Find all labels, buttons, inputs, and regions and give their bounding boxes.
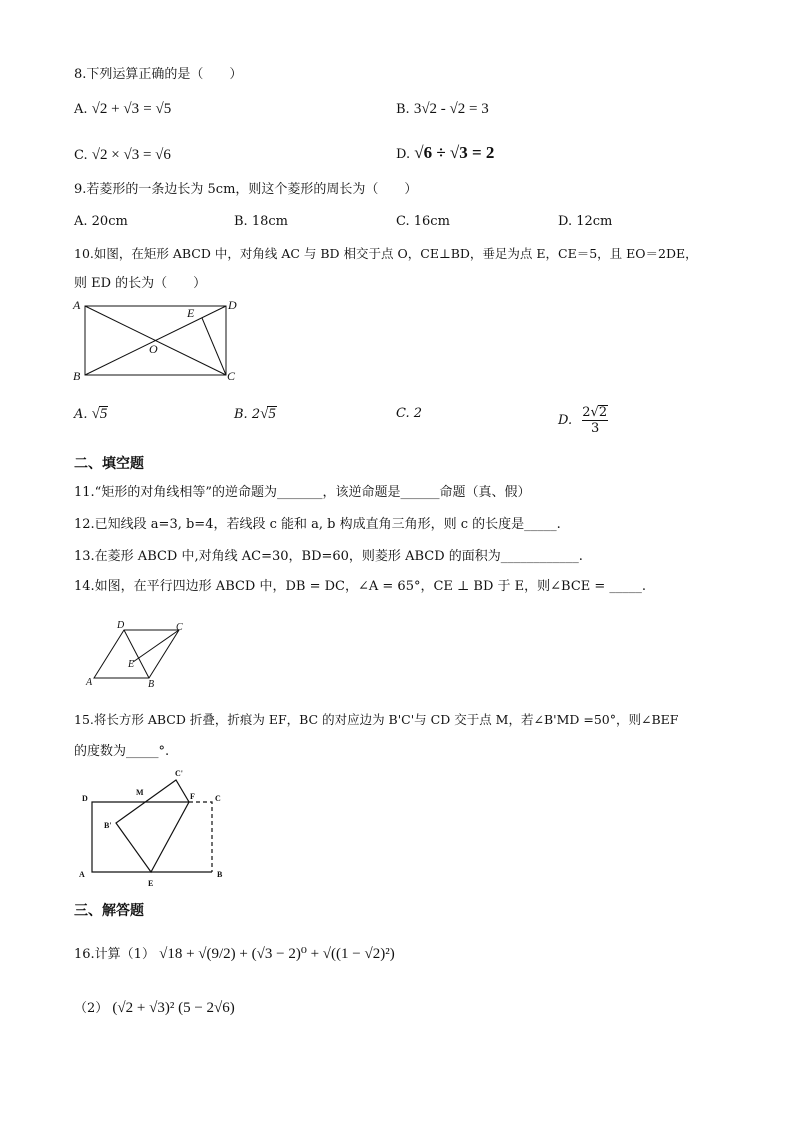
- rectangle-outline: [92, 802, 212, 872]
- q10-option-d-fraction: [582, 405, 608, 436]
- original-position-dashed: [189, 802, 212, 872]
- q10-option-a-label: A.: [74, 407, 88, 422]
- q8-option-c[interactable]: [74, 146, 171, 165]
- label-d: D: [117, 620, 125, 631]
- label-d: D: [228, 298, 237, 312]
- question-10-stem-line1: 10.如图，在矩形 ABCD 中，对角线 AC 与 BD 相交于点 O，CE⊥BD，垂足为点 E，CE＝5，且 EO＝2DE，: [74, 246, 698, 261]
- question-13: 13.在菱形 ABCD 中,对角线 AC=30，BD=60，则菱形 ABCD 的面积为____________.: [74, 549, 583, 564]
- question-12: 12.已知线段 a=3, b=4，若线段 c 能和 a, b 构成直角三角形，则 c 的长度是_____.: [74, 517, 561, 532]
- label-c: C: [176, 622, 183, 633]
- question-14-stem: 14.如图，在平行四边形 ABCD 中，DB = DC，∠A = 65°，CE ⊥ BD 于 E，则∠BCE = _____.: [74, 579, 647, 594]
- q10-option-d[interactable]: [558, 405, 608, 436]
- q8-option-d-expr: √6 ÷ √3 = 2: [414, 143, 495, 162]
- folded-part: [116, 780, 189, 872]
- q10-option-b-value: 5: [268, 406, 276, 422]
- question-15-stem-line2: 的度数为_____°.: [74, 744, 170, 759]
- question-8-stem: 8.下列运算正确的是（ ）: [74, 67, 243, 82]
- q10-option-d-label: D.: [558, 413, 573, 428]
- q10-option-b[interactable]: [234, 405, 277, 424]
- q10-rectangle-figure: [66, 296, 246, 386]
- label-c: C: [227, 369, 236, 383]
- fraction-numerator: [582, 405, 608, 421]
- sqrt-icon: √: [590, 405, 599, 420]
- q8-option-a-rhs: = √5: [143, 101, 172, 117]
- label-a: A: [79, 870, 85, 879]
- q10-option-b-label: B. 2: [234, 407, 261, 422]
- q9-option-c[interactable]: C. 16cm: [396, 214, 450, 229]
- q8-option-c-label: C.: [74, 148, 88, 163]
- q16-part1-label: 16.计算（1）: [74, 947, 155, 962]
- q9-option-a[interactable]: A. 20cm: [74, 214, 128, 229]
- sqrt-icon: √: [260, 406, 269, 422]
- q10-option-c[interactable]: C. 2: [396, 406, 423, 421]
- label-c: C: [215, 794, 221, 803]
- label-c-prime: C': [175, 769, 183, 778]
- q15-folded-rectangle-figure: [76, 765, 236, 890]
- q8-option-a-label: A.: [74, 102, 88, 117]
- q16-part2-label: （2）: [74, 1001, 109, 1016]
- q8-option-c-expr: √2 × √3 = √6: [91, 147, 171, 163]
- q8-option-b[interactable]: [396, 100, 489, 119]
- section-3-heading: 三、解答题: [74, 903, 144, 919]
- q9-option-d[interactable]: D. 12cm: [558, 214, 613, 229]
- q10-option-a[interactable]: [74, 405, 108, 424]
- label-a: A: [73, 298, 81, 312]
- q8-option-a[interactable]: [74, 100, 171, 119]
- question-15-stem-line1: 15.将长方形 ABCD 折叠，折痕为 EF，BC 的对应边为 B'C'与 CD 交于点 M，若∠B'MD =50°，则∠BEF: [74, 712, 679, 727]
- label-a: A: [86, 677, 93, 688]
- label-b-prime: B': [104, 821, 112, 830]
- q8-option-b-expr: 3√2 - √2 = 3: [413, 101, 489, 117]
- label-b: B: [217, 870, 223, 879]
- question-16-part1: [74, 945, 395, 964]
- label-e: E: [187, 306, 195, 320]
- q9-option-b[interactable]: B. 18cm: [234, 214, 288, 229]
- q8-option-d-label: D.: [396, 147, 411, 162]
- label-e: E: [128, 659, 135, 670]
- question-9-stem: 9.若菱形的一条边长为 5cm，则这个菱形的周长为（ ）: [74, 182, 418, 197]
- segment-ce: [133, 630, 179, 662]
- q16-part2-expr: (√2 + √3)² (5 − 2√6): [112, 1000, 235, 1016]
- label-m: M: [136, 788, 144, 797]
- segment-ce: [202, 318, 226, 375]
- label-b: B: [148, 679, 155, 690]
- numerator-coef: 2: [582, 405, 591, 420]
- label-f: F: [190, 792, 195, 801]
- q8-option-a-expr: √2 + √3: [91, 101, 140, 117]
- question-10-stem-line2: 则 ED 的长为（ ）: [74, 276, 207, 291]
- question-11: 11.“矩形的对角线相等”的逆命题为_______，该逆命题是______命题（真、假）: [74, 485, 531, 500]
- numerator-radicand: 2: [598, 405, 608, 420]
- label-e: E: [148, 879, 154, 888]
- q16-part1-expr: √18 + √(9/2) + (√3 − 2)⁰ + √((1 − √2)²): [159, 946, 395, 962]
- sqrt-icon: √: [91, 406, 100, 422]
- q8-option-d[interactable]: [396, 144, 494, 164]
- fraction-denominator: 3: [591, 421, 600, 436]
- q14-parallelogram-figure: [82, 618, 192, 690]
- label-o: O: [149, 342, 158, 356]
- q8-option-b-label: B.: [396, 102, 410, 117]
- q10-option-a-value: 5: [99, 406, 108, 422]
- label-b: B: [73, 369, 81, 383]
- label-d: D: [82, 794, 88, 803]
- section-2-heading: 二、填空题: [74, 456, 144, 472]
- question-16-part2: [74, 999, 235, 1018]
